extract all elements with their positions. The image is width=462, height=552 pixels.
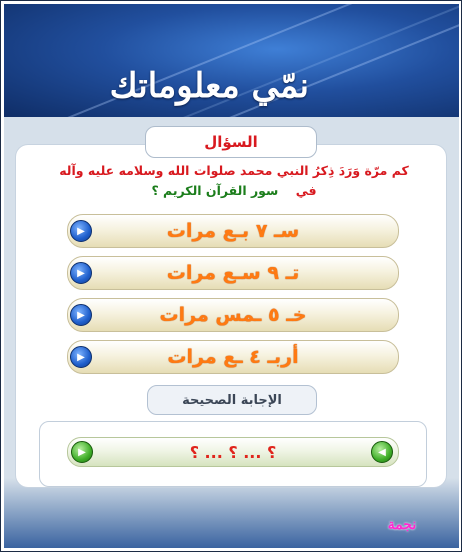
answer-option-3[interactable] — [67, 298, 399, 332]
answer-3-arrow-button[interactable]: ▶ — [70, 304, 92, 326]
answer-option-1[interactable] — [67, 214, 399, 248]
question-text — [23, 161, 445, 201]
author-signature — [377, 513, 427, 537]
correct-answer-reveal-button[interactable]: ◀ — [371, 441, 393, 463]
correct-answer-tab-label: الإجابة الصحيحة — [182, 392, 282, 408]
answer-option-3-label: خـ ٥ ـمس مرات — [159, 304, 307, 326]
answer-option-2[interactable] — [67, 256, 399, 290]
signature-text: نجمة — [387, 517, 417, 533]
question-tab — [145, 126, 317, 158]
question-connector: في — [295, 183, 317, 198]
app-logo: نمّي معلوماتك — [109, 66, 309, 106]
answer-2-arrow-button[interactable]: ▶ — [70, 262, 92, 284]
correct-answer-bar[interactable] — [67, 437, 399, 467]
answer-option-1-label: سـ ٧ بـع مرات — [166, 220, 300, 242]
answer-option-2-label: تـ ٩ سـع مرات — [166, 262, 300, 284]
question-text-part1: كم مرّة وَرَدَ ذِكرُ النبي محمد صلوات الله وسلامه عليه وآله — [59, 163, 409, 178]
answer-1-arrow-button[interactable]: ▶ — [70, 220, 92, 242]
question-text-part2: سور القرآن الكريم ؟ — [151, 183, 279, 198]
correct-answer-text: ؟ ... ؟ ... ؟ — [189, 442, 277, 462]
answer-option-4[interactable] — [67, 340, 399, 374]
correct-answer-arrow-button[interactable]: ▶ — [71, 441, 93, 463]
correct-answer-tab — [147, 385, 317, 415]
question-tab-label: السؤال — [204, 133, 258, 151]
answer-option-4-label: أربـ ٤ ـع مرات — [167, 346, 299, 368]
answer-4-arrow-button[interactable]: ▶ — [70, 346, 92, 368]
header-banner — [4, 4, 459, 117]
